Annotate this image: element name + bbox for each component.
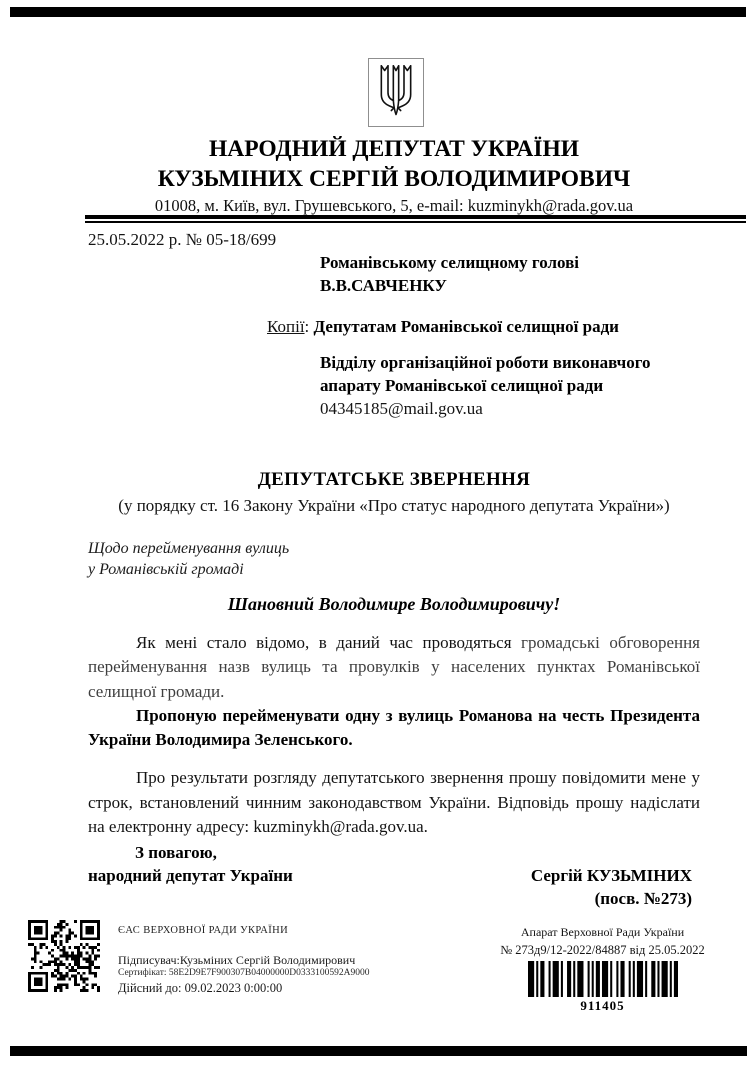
- registry-number: № 273д9/12-2022/84887 від 25.05.2022: [500, 943, 705, 957]
- barcode: [528, 961, 678, 997]
- trident-icon: [376, 63, 416, 123]
- qr-code: [28, 920, 100, 992]
- registry-org: Апарат Верховної Ради України: [520, 925, 685, 939]
- dept-line: Відділу організаційної роботи виконавчого: [320, 353, 651, 372]
- deputy-title: НАРОДНИЙ ДЕПУТАТ УКРАЇНИ: [208, 136, 580, 162]
- body-p1-typed: Як мені стало відомо, в даний час проводяться: [136, 633, 522, 652]
- salutation: Шановний Володимире Володимировичу!: [227, 594, 561, 614]
- body-p1-pasted: громадські обговорення перейменування назв вулиць та провулків у населених пунктах Романівської селищної громади.: [88, 633, 701, 701]
- copies-label: Копії: [267, 317, 305, 336]
- digital-signature-info: [118, 926, 370, 995]
- signature-position: народний депутат України: [88, 866, 293, 885]
- subject-line: Щодо перейменування вулиць: [88, 540, 290, 557]
- dept-email: 04345185@mail.gov.ua: [320, 399, 483, 418]
- scan-artifact-bar-top: [10, 7, 746, 17]
- recipient-line: В.В.САВЧЕНКУ: [320, 276, 447, 295]
- outgoing-number: 25.05.2022 р. № 05-18/699: [88, 230, 277, 249]
- body-paragraph-3: Про результати розгляду депутатського звернення прошу повідомити мене у строк, встановлений чинним законодавством України. Відповідь прошу надіслати на електронну адресу: kuzminykh@rada.gov.ua.: [88, 768, 700, 837]
- eas-title: ЄАС ВЕРХОВНОЇ РАДИ УКРАЇНИ: [118, 925, 289, 936]
- scan-artifact-bar-bottom: [10, 1046, 747, 1056]
- recipient-line: Романівському селищному голові: [320, 253, 579, 272]
- document-title: ДЕПУТАТСЬКЕ ЗВЕРНЕННЯ: [257, 469, 531, 490]
- deputy-name: КУЗЬМІНИХ СЕРГІЙ ВОЛОДИМИРОВИЧ: [157, 166, 631, 192]
- ukraine-trident-emblem: [368, 58, 424, 127]
- certificate-line: Сертифікат: 58E2D9E7F900307B04000000D0333100592A9000: [118, 967, 370, 978]
- header-divider-rule: [85, 215, 746, 223]
- copies-line: [267, 315, 619, 338]
- barcode-number: 911405: [580, 998, 625, 1013]
- signature-closing: З повагою,: [135, 843, 217, 862]
- letter-body: [88, 631, 700, 839]
- subject-line: у Романівській громаді: [88, 561, 244, 578]
- recipient-primary: [320, 251, 579, 297]
- body-paragraph-2: Пропоную перейменувати одну з вулиць Романова на честь Президента України Володимира Зеленського.: [88, 705, 700, 750]
- copies-recipient: Депутатам Романівської селищної ради: [313, 317, 619, 336]
- signature-row: [88, 866, 692, 886]
- signer-line: Підписувач:Кузьміних Сергій Володимирович: [118, 952, 356, 967]
- dept-line: апарату Романівської селищної ради: [320, 376, 604, 395]
- signature-credential: (посв. №273): [594, 889, 692, 908]
- valid-until-line: Дійсний до: 09.02.2023 0:00:00: [118, 981, 283, 995]
- registration-block: [470, 925, 735, 1014]
- subject-block: [88, 538, 289, 580]
- copies-colon: :: [304, 317, 310, 336]
- document-subtitle: (у порядку ст. 16 Закону України «Про статус народного депутата України»): [118, 496, 670, 515]
- recipient-department: [320, 351, 651, 420]
- header-address: 01008, м. Київ, вул. Грушевського, 5, e-mail: kuzminykh@rada.gov.ua: [154, 196, 634, 215]
- signature-name: Сергій КУЗЬМІНИХ: [530, 866, 692, 885]
- body-paragraph-1: [88, 631, 700, 704]
